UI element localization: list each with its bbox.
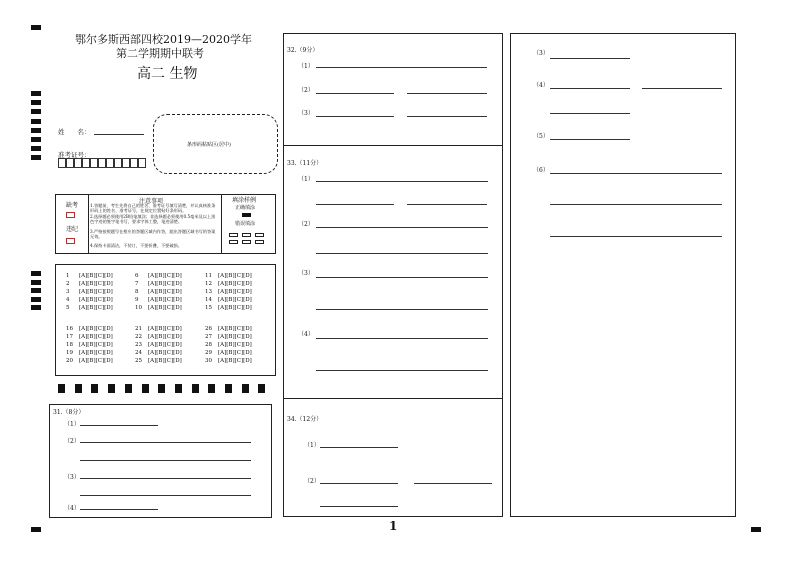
mc-question-number: 20	[66, 358, 73, 364]
mc-question-number: 5	[66, 305, 70, 311]
notice-item-3: 3.严格按照题号在相应的答题区域内作答，超出答题区域书写的答案无效。	[90, 229, 216, 239]
wrong-fill-sample	[242, 233, 251, 237]
mc-options[interactable]: [A][B][C][D]	[148, 326, 182, 332]
mc-question-number: 14	[205, 297, 212, 303]
right-part-6: （6）	[533, 167, 549, 174]
exam-number-cell[interactable]	[130, 158, 138, 168]
q33-part-4: （4）	[298, 331, 314, 338]
mc-question-number: 12	[205, 281, 212, 287]
q31-answer-3b[interactable]	[80, 495, 251, 496]
mc-options[interactable]: [A][B][C][D]	[218, 305, 252, 311]
mc-options[interactable]: [A][B][C][D]	[218, 334, 252, 340]
term-title: 第二学期期中联考	[116, 47, 204, 60]
exam-number-cell[interactable]	[90, 158, 98, 168]
q34-part-1: （1）	[304, 442, 320, 449]
mc-options[interactable]: [A][B][C][D]	[79, 358, 113, 364]
page-number: 1	[389, 519, 398, 533]
q33-answer-2a[interactable]	[316, 227, 488, 228]
barcode-area-label: 条形码粘贴区(居中)	[187, 142, 231, 148]
q31-answer-2a[interactable]	[80, 442, 251, 443]
mc-options[interactable]: [A][B][C][D]	[148, 334, 182, 340]
mc-options[interactable]: [A][B][C][D]	[218, 326, 252, 332]
mc-options[interactable]: [A][B][C][D]	[79, 326, 113, 332]
divider-q32-q33	[283, 145, 503, 146]
absent-label: 缺考	[66, 202, 79, 209]
correct-fill-sample	[242, 213, 251, 217]
mc-options[interactable]: [A][B][C][D]	[79, 297, 113, 303]
mc-question-number: 15	[205, 305, 212, 311]
wrong-fill-sample	[229, 233, 238, 237]
q32-part-1: （1）	[298, 63, 314, 70]
wrong-fill-sample	[242, 240, 251, 244]
mc-question-number: 3	[66, 289, 70, 295]
mc-question-number: 27	[205, 334, 212, 340]
school-title: 鄂尔多斯西部四校2019—2020学年	[75, 33, 252, 46]
right-answer-4c[interactable]	[550, 113, 630, 114]
mc-options[interactable]: [A][B][C][D]	[79, 334, 113, 340]
q33-part-2: （2）	[298, 221, 314, 228]
q32-title: 32.（9分）	[287, 47, 319, 54]
q31-answer-4[interactable]	[80, 509, 158, 510]
violation-label: 违纪	[66, 226, 79, 233]
right-answer-6a[interactable]	[550, 173, 722, 174]
timing-mark	[31, 119, 41, 124]
timing-mark	[125, 384, 132, 393]
q33-answer-3a[interactable]	[316, 277, 488, 278]
exam-number-cell[interactable]	[106, 158, 114, 168]
subject-title: 高二 生物	[137, 66, 198, 82]
q31-title: 31.（8分）	[53, 409, 85, 416]
exam-no-label: 准考证号：	[58, 151, 91, 159]
mc-options[interactable]: [A][B][C][D]	[218, 281, 252, 287]
mc-options[interactable]: [A][B][C][D]	[148, 350, 182, 356]
q32-part-2: （2）	[298, 87, 314, 94]
name-field[interactable]	[94, 134, 144, 135]
mc-question-number: 18	[66, 342, 73, 348]
notice-item-4: 4.保持卡面清洁，不装订，不要折叠，不要破损。	[90, 243, 182, 248]
corner-mark-bottom-right	[751, 527, 761, 532]
notice-title: 注意事项	[139, 198, 164, 205]
mc-question-number: 23	[135, 342, 142, 348]
timing-mark	[225, 384, 232, 393]
mc-question-number: 17	[66, 334, 73, 340]
timing-mark	[58, 384, 65, 393]
q33-answer-4a[interactable]	[316, 338, 488, 339]
q32-answer-2a[interactable]	[316, 93, 394, 94]
mc-question-number: 19	[66, 350, 73, 356]
mc-options[interactable]: [A][B][C][D]	[148, 297, 182, 303]
q31-answer-3a[interactable]	[80, 478, 251, 479]
mc-options[interactable]: [A][B][C][D]	[218, 297, 252, 303]
correct-fill-label: 正确填涂	[235, 205, 256, 211]
mc-options[interactable]: [A][B][C][D]	[218, 342, 252, 348]
q33-answer-4b[interactable]	[316, 370, 488, 371]
right-answer-4b[interactable]	[642, 88, 722, 89]
right-column-box	[510, 33, 736, 517]
right-part-5: （5）	[533, 133, 549, 140]
absent-box[interactable]	[66, 212, 75, 218]
mc-question-number: 29	[205, 350, 212, 356]
right-answer-6c[interactable]	[550, 236, 722, 237]
mc-options[interactable]: [A][B][C][D]	[148, 289, 182, 295]
mc-question-number: 11	[205, 273, 212, 279]
mc-options[interactable]: [A][B][C][D]	[79, 281, 113, 287]
timing-mark	[31, 146, 41, 151]
q33-answer-1c[interactable]	[407, 204, 487, 205]
q33-answer-2b[interactable]	[316, 253, 488, 254]
exam-number-cell[interactable]	[98, 158, 106, 168]
mc-question-number: 13	[205, 289, 212, 295]
divider-q33-q34	[283, 398, 503, 399]
q31-part-1: （1）	[64, 421, 80, 428]
mc-question-number: 2	[66, 281, 70, 287]
q31-answer-2b[interactable]	[80, 460, 251, 461]
notice-item-2: 2.选择题必须使用2B铅笔填涂；非选择题必须使用0.5毫米及以上黑色字迹的签字笔书写，要求字体工整，笔迹清楚。	[90, 214, 216, 224]
mc-options[interactable]: [A][B][C][D]	[148, 305, 182, 311]
q32-answer-3b[interactable]	[407, 116, 487, 117]
exam-number-cell[interactable]	[138, 158, 146, 168]
timing-mark	[31, 297, 41, 302]
corner-mark-bottom-left	[31, 527, 41, 532]
mc-options[interactable]: [A][B][C][D]	[148, 358, 182, 364]
mc-options[interactable]: [A][B][C][D]	[148, 273, 182, 279]
timing-mark	[175, 384, 182, 393]
notice-item-1: 1.答题前，考生先将自己的姓名、准考证号填写清楚，并认真核准条形码上的姓名、准考证号，在规定位置贴好条形码。	[90, 203, 216, 213]
q31-part-4: （4）	[64, 505, 80, 512]
q33-answer-1a[interactable]	[316, 181, 488, 182]
mc-options[interactable]: [A][B][C][D]	[79, 273, 113, 279]
timing-mark	[158, 384, 165, 393]
q34-answer-2b[interactable]	[414, 483, 492, 484]
mc-options[interactable]: [A][B][C][D]	[218, 289, 252, 295]
mc-options[interactable]: [A][B][C][D]	[79, 350, 113, 356]
violation-box[interactable]	[66, 238, 75, 244]
mc-question-number: 7	[135, 281, 139, 287]
timing-mark	[75, 384, 82, 393]
exam-number-cell[interactable]	[66, 158, 74, 168]
exam-number-cell[interactable]	[114, 158, 122, 168]
q34-answer-2c[interactable]	[320, 506, 398, 507]
mc-question-number: 24	[135, 350, 142, 356]
mc-question-number: 25	[135, 358, 142, 364]
timing-mark	[31, 155, 41, 160]
mc-question-number: 21	[135, 326, 142, 332]
q31-part-2: （2）	[64, 438, 80, 445]
exam-number-cell[interactable]	[74, 158, 82, 168]
q32-answer-1[interactable]	[316, 67, 487, 68]
q34-answer-2a[interactable]	[320, 483, 398, 484]
corner-mark-top-left	[31, 25, 41, 30]
mc-question-number: 9	[135, 297, 139, 303]
timing-mark	[31, 100, 41, 105]
mc-question-number: 16	[66, 326, 73, 332]
exam-number-cell[interactable]	[122, 158, 130, 168]
q31-box	[49, 404, 272, 518]
timing-mark	[208, 384, 215, 393]
right-answer-4a[interactable]	[550, 88, 630, 89]
q34-part-2: （2）	[304, 478, 320, 485]
q33-answer-1b[interactable]	[316, 204, 394, 205]
timing-mark	[192, 384, 199, 393]
mc-question-number: 10	[135, 305, 142, 311]
q32-answer-3a[interactable]	[316, 116, 394, 117]
timing-mark	[31, 305, 41, 310]
right-answer-5[interactable]	[550, 139, 630, 140]
q34-title: 34.（12分）	[287, 416, 323, 423]
mc-options[interactable]: [A][B][C][D]	[218, 358, 252, 364]
q33-part-3: （3）	[298, 270, 314, 277]
right-answer-3[interactable]	[550, 58, 630, 59]
timing-mark	[31, 288, 41, 293]
mc-question-number: 6	[135, 273, 139, 279]
mc-question-number: 1	[66, 273, 70, 279]
timing-mark	[31, 280, 41, 285]
mc-options[interactable]: [A][B][C][D]	[79, 342, 113, 348]
mc-question-number: 26	[205, 326, 212, 332]
q31-answer-1[interactable]	[80, 425, 158, 426]
q32-part-3: （3）	[298, 110, 314, 117]
timing-mark	[242, 384, 249, 393]
right-answer-6b[interactable]	[550, 204, 722, 205]
mc-question-number: 30	[205, 358, 212, 364]
timing-mark	[142, 384, 149, 393]
mc-options[interactable]: [A][B][C][D]	[218, 273, 252, 279]
timing-mark	[91, 384, 98, 393]
mc-options[interactable]: [A][B][C][D]	[79, 289, 113, 295]
q33-part-1: （1）	[298, 176, 314, 183]
mc-options[interactable]: [A][B][C][D]	[79, 305, 113, 311]
q34-answer-1[interactable]	[320, 447, 398, 448]
timing-mark	[258, 384, 265, 393]
timing-mark	[31, 128, 41, 133]
timing-mark	[31, 137, 41, 142]
mc-question-number: 22	[135, 334, 142, 340]
q33-title: 33.（11分）	[287, 160, 323, 167]
q31-part-3: （3）	[64, 474, 80, 481]
wrong-fill-sample	[255, 240, 264, 244]
q32-answer-2b[interactable]	[407, 93, 487, 94]
wrong-fill-sample	[229, 240, 238, 244]
timing-mark	[31, 109, 41, 114]
mc-question-number: 4	[66, 297, 70, 303]
right-part-4: （4）	[533, 82, 549, 89]
wrong-fill-label: 错误填涂	[235, 221, 256, 227]
mc-question-number: 8	[135, 289, 139, 295]
fill-sample-title: 填涂样例	[232, 197, 257, 204]
mc-options[interactable]: [A][B][C][D]	[148, 342, 182, 348]
wrong-fill-sample	[255, 233, 264, 237]
timing-mark	[31, 271, 41, 276]
exam-number-cell[interactable]	[58, 158, 66, 168]
mc-options[interactable]: [A][B][C][D]	[218, 350, 252, 356]
exam-number-cell[interactable]	[82, 158, 90, 168]
mc-options[interactable]: [A][B][C][D]	[148, 281, 182, 287]
timing-mark	[108, 384, 115, 393]
mc-question-number: 28	[205, 342, 212, 348]
name-label: 姓 名：	[58, 128, 91, 136]
timing-mark	[31, 91, 41, 96]
right-part-3: （3）	[533, 50, 549, 57]
q33-answer-3b[interactable]	[316, 309, 488, 310]
